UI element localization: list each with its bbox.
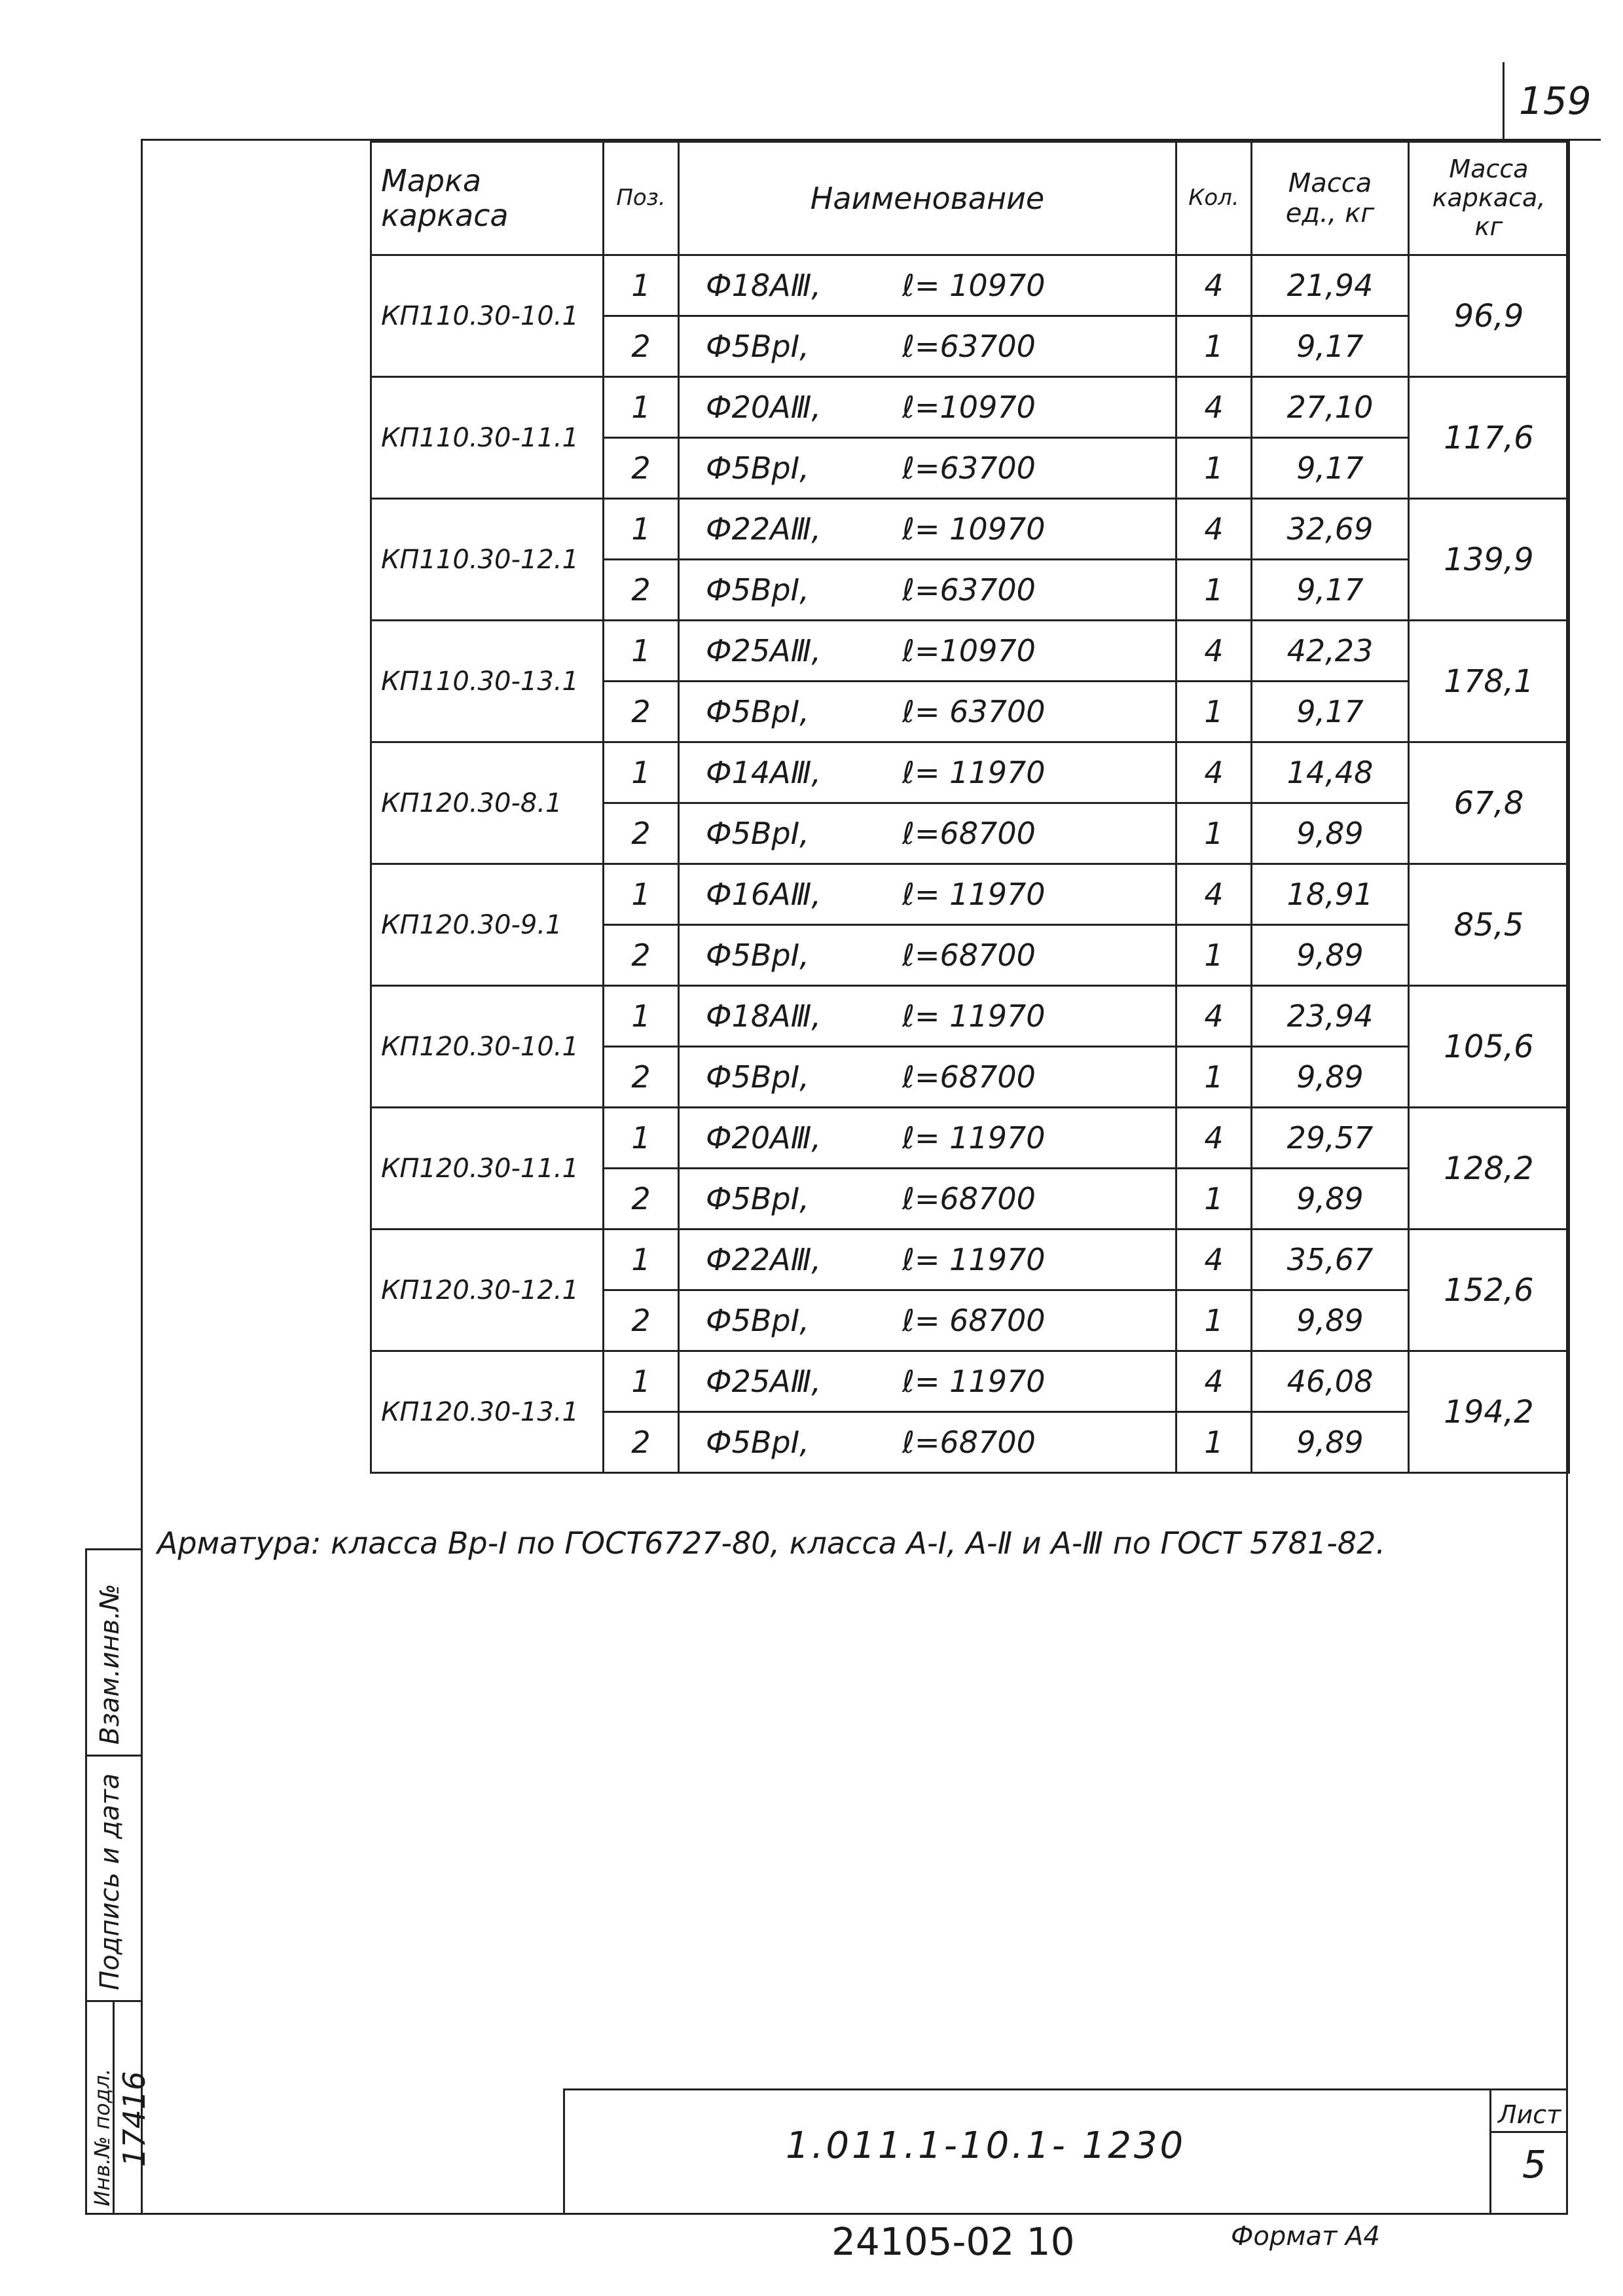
quantity-cell: 4 <box>1176 1230 1252 1290</box>
unit-mass-cell: 46,08 <box>1252 1351 1409 1412</box>
position-cell: 1 <box>604 864 679 925</box>
frame-mark: КП120.30-13.1 <box>371 1351 604 1473</box>
table-row <box>371 621 1569 682</box>
archive-code: 24105-02 10 <box>831 2219 1075 2264</box>
table-row <box>371 986 1569 1047</box>
position-cell: 2 <box>604 925 679 986</box>
bar-designation: Ф25АⅢ, <box>706 1364 821 1399</box>
quantity-cell: 1 <box>1176 682 1252 742</box>
replace-inv-label: Взам.инв.№ <box>95 1583 125 1745</box>
bar-designation: Ф5ВрⅠ, <box>706 816 809 851</box>
frame-mark: КП110.30-10.1 <box>371 255 604 377</box>
inv-no-label: Инв.№ подл. <box>90 2068 115 2206</box>
bar-length: ℓ=63700 <box>902 329 1036 364</box>
bar-length: ℓ= 11970 <box>902 877 1046 912</box>
bar-length: ℓ= 68700 <box>902 1303 1046 1338</box>
table-row <box>371 1351 1569 1412</box>
sheet-label: Лист <box>1498 2100 1561 2129</box>
bar-designation: Ф5ВрⅠ, <box>706 694 809 729</box>
unit-mass-cell: 14,48 <box>1252 742 1409 803</box>
quantity-cell: 1 <box>1176 438 1252 499</box>
bar-length: ℓ=68700 <box>902 938 1036 973</box>
table-row <box>371 864 1569 925</box>
bar-length: ℓ= 11970 <box>902 755 1046 790</box>
position-cell: 1 <box>604 1230 679 1290</box>
quantity-cell: 4 <box>1176 1351 1252 1412</box>
unit-mass-cell: 9,89 <box>1252 1047 1409 1108</box>
frame-total-mass: 128,2 <box>1409 1108 1569 1230</box>
bar-designation: Ф5ВрⅠ, <box>706 1303 809 1338</box>
bar-designation: Ф5ВрⅠ, <box>706 450 809 486</box>
position-cell: 1 <box>604 1108 679 1169</box>
unit-mass-cell: 9,17 <box>1252 316 1409 377</box>
unit-mass-cell: 9,89 <box>1252 1290 1409 1351</box>
frame-mark: КП120.30-11.1 <box>371 1108 604 1230</box>
unit-mass-cell: 9,17 <box>1252 560 1409 621</box>
header-name: Наименование <box>679 142 1176 255</box>
bar-cell <box>679 1412 1176 1473</box>
table-header-row <box>371 142 1569 255</box>
bar-cell <box>679 742 1176 803</box>
frame-total-mass: 178,1 <box>1409 621 1569 742</box>
bar-length: ℓ=68700 <box>902 816 1036 851</box>
position-cell: 2 <box>604 316 679 377</box>
page-number-divider <box>1503 62 1504 141</box>
header-pos: Поз. <box>604 142 679 255</box>
bar-length: ℓ= 10970 <box>902 511 1046 547</box>
bar-length: ℓ=10970 <box>902 390 1036 425</box>
bar-length: ℓ= 63700 <box>902 694 1046 729</box>
frame-mark: КП120.30-9.1 <box>371 864 604 986</box>
bar-designation: Ф20АⅢ, <box>706 1120 821 1156</box>
unit-mass-cell: 18,91 <box>1252 864 1409 925</box>
frame-mark: КП110.30-12.1 <box>371 499 604 621</box>
bar-designation: Ф5ВрⅠ, <box>706 1181 809 1216</box>
bar-designation: Ф22АⅢ, <box>706 1242 821 1277</box>
unit-mass-cell: 23,94 <box>1252 986 1409 1047</box>
bar-cell <box>679 1047 1176 1108</box>
reinforcement-note: Арматура: класса Вр-Ⅰ по ГОСТ6727-80, класса А-Ⅰ, А-Ⅱ и А-Ⅲ по ГОСТ 5781-82. <box>157 1525 1385 1561</box>
position-cell: 1 <box>604 1351 679 1412</box>
position-cell: 1 <box>604 742 679 803</box>
position-cell: 2 <box>604 803 679 864</box>
bar-length: ℓ=63700 <box>902 572 1036 608</box>
title-block-left <box>563 2088 565 2214</box>
bar-length: ℓ= 11970 <box>902 998 1046 1034</box>
frame-total-mass: 117,6 <box>1409 377 1569 499</box>
position-cell: 1 <box>604 255 679 316</box>
bar-length: ℓ= 11970 <box>902 1242 1046 1277</box>
frame-mark: КП110.30-11.1 <box>371 377 604 499</box>
bar-designation: Ф5ВрⅠ, <box>706 938 809 973</box>
bar-designation: Ф14АⅢ, <box>706 755 821 790</box>
sheet-number: 5 <box>1522 2142 1546 2187</box>
sheet-cell-left <box>1489 2088 1491 2214</box>
unit-mass-cell: 9,89 <box>1252 803 1409 864</box>
bar-designation: Ф16АⅢ, <box>706 877 821 912</box>
reinforcement-spec-table <box>370 141 1570 1474</box>
frame-bottom <box>85 2213 1568 2215</box>
position-cell: 1 <box>604 499 679 560</box>
quantity-cell: 1 <box>1176 925 1252 986</box>
bar-length: ℓ=68700 <box>902 1181 1036 1216</box>
unit-mass-cell: 35,67 <box>1252 1230 1409 1290</box>
quantity-cell: 4 <box>1176 255 1252 316</box>
bar-designation: Ф5ВрⅠ, <box>706 329 809 364</box>
position-cell: 1 <box>604 621 679 682</box>
bar-cell <box>679 925 1176 986</box>
bar-designation: Ф5ВрⅠ, <box>706 1425 809 1460</box>
quantity-cell: 4 <box>1176 986 1252 1047</box>
quantity-cell: 4 <box>1176 377 1252 438</box>
frame-total-mass: 96,9 <box>1409 255 1569 377</box>
position-cell: 2 <box>604 1169 679 1230</box>
bar-cell <box>679 1108 1176 1169</box>
table-row <box>371 742 1569 803</box>
quantity-cell: 4 <box>1176 742 1252 803</box>
header-total-mass: Масса каркаса, кг <box>1409 142 1569 255</box>
bar-designation: Ф5ВрⅠ, <box>706 572 809 608</box>
bar-cell <box>679 316 1176 377</box>
format-label: Формат А4 <box>1231 2221 1380 2251</box>
position-cell: 2 <box>604 1047 679 1108</box>
frame-mark: КП120.30-12.1 <box>371 1230 604 1351</box>
quantity-cell: 4 <box>1176 621 1252 682</box>
sheet-cell-divider <box>1489 2131 1568 2133</box>
bar-cell <box>679 255 1176 316</box>
table-row <box>371 499 1569 560</box>
bar-cell <box>679 803 1176 864</box>
bar-cell <box>679 864 1176 925</box>
quantity-cell: 1 <box>1176 1169 1252 1230</box>
unit-mass-cell: 32,69 <box>1252 499 1409 560</box>
bar-cell <box>679 621 1176 682</box>
table-row <box>371 377 1569 438</box>
unit-mass-cell: 9,17 <box>1252 682 1409 742</box>
bar-designation: Ф22АⅢ, <box>706 511 821 547</box>
quantity-cell: 4 <box>1176 499 1252 560</box>
document-number: 1.011.1-10.1- 1230 <box>786 2124 1186 2167</box>
bar-cell <box>679 1290 1176 1351</box>
position-cell: 2 <box>604 1290 679 1351</box>
bar-length: ℓ=68700 <box>902 1059 1036 1095</box>
table-row <box>371 255 1569 316</box>
bar-designation: Ф5ВрⅠ, <box>706 1059 809 1095</box>
quantity-cell: 1 <box>1176 560 1252 621</box>
table-row <box>371 1230 1569 1290</box>
signature-date-label: Подпись и дата <box>95 1773 125 1990</box>
position-cell: 2 <box>604 560 679 621</box>
bar-cell <box>679 1351 1176 1412</box>
frame-total-mass: 85,5 <box>1409 864 1569 986</box>
position-cell: 2 <box>604 682 679 742</box>
frame-total-mass: 105,6 <box>1409 986 1569 1108</box>
unit-mass-cell: 9,89 <box>1252 925 1409 986</box>
quantity-cell: 1 <box>1176 316 1252 377</box>
bar-length: ℓ=68700 <box>902 1425 1036 1460</box>
bar-length: ℓ=10970 <box>902 633 1036 668</box>
quantity-cell: 4 <box>1176 1108 1252 1169</box>
title-block-top <box>563 2088 1568 2090</box>
quantity-cell: 1 <box>1176 803 1252 864</box>
position-cell: 1 <box>604 377 679 438</box>
header-qty: Кол. <box>1176 142 1252 255</box>
bar-length: ℓ=63700 <box>902 450 1036 486</box>
bar-length: ℓ= 10970 <box>902 268 1046 303</box>
unit-mass-cell: 9,89 <box>1252 1412 1409 1473</box>
bar-cell <box>679 682 1176 742</box>
bar-cell <box>679 1230 1176 1290</box>
position-cell: 2 <box>604 1412 679 1473</box>
unit-mass-cell: 9,17 <box>1252 438 1409 499</box>
quantity-cell: 1 <box>1176 1047 1252 1108</box>
header-unit-mass: Масса ед., кг <box>1252 142 1409 255</box>
bar-cell <box>679 377 1176 438</box>
header-mark: Марка каркаса <box>371 142 604 255</box>
position-cell: 1 <box>604 986 679 1047</box>
frame-left <box>141 139 143 2214</box>
bar-designation: Ф25АⅢ, <box>706 633 821 668</box>
quantity-cell: 1 <box>1176 1412 1252 1473</box>
frame-total-mass: 194,2 <box>1409 1351 1569 1473</box>
frame-mark: КП110.30-13.1 <box>371 621 604 742</box>
table-body <box>371 255 1569 1473</box>
position-cell: 2 <box>604 438 679 499</box>
bar-cell <box>679 986 1176 1047</box>
bar-length: ℓ= 11970 <box>902 1364 1046 1399</box>
bar-cell <box>679 499 1176 560</box>
unit-mass-cell: 29,57 <box>1252 1108 1409 1169</box>
bar-length: ℓ= 11970 <box>902 1120 1046 1156</box>
unit-mass-cell: 21,94 <box>1252 255 1409 316</box>
bar-cell <box>679 1169 1176 1230</box>
stamp-divider-2 <box>85 1755 143 1757</box>
frame-mark: КП120.30-10.1 <box>371 986 604 1108</box>
bar-cell <box>679 560 1176 621</box>
frame-total-mass: 152,6 <box>1409 1230 1569 1351</box>
page-number: 159 <box>1519 79 1592 123</box>
bar-designation: Ф20АⅢ, <box>706 390 821 425</box>
bar-cell <box>679 438 1176 499</box>
unit-mass-cell: 27,10 <box>1252 377 1409 438</box>
unit-mass-cell: 9,89 <box>1252 1169 1409 1230</box>
quantity-cell: 4 <box>1176 864 1252 925</box>
stamp-divider-1 <box>85 1548 143 1550</box>
inv-no-value: 17416 <box>117 2071 152 2167</box>
bar-designation: Ф18АⅢ, <box>706 998 821 1034</box>
bar-designation: Ф18АⅢ, <box>706 268 821 303</box>
frame-total-mass: 139,9 <box>1409 499 1569 621</box>
frame-mark: КП120.30-8.1 <box>371 742 604 864</box>
unit-mass-cell: 42,23 <box>1252 621 1409 682</box>
table-row <box>371 1108 1569 1169</box>
frame-total-mass: 67,8 <box>1409 742 1569 864</box>
quantity-cell: 1 <box>1176 1290 1252 1351</box>
stamp-column-left <box>85 1548 87 2214</box>
